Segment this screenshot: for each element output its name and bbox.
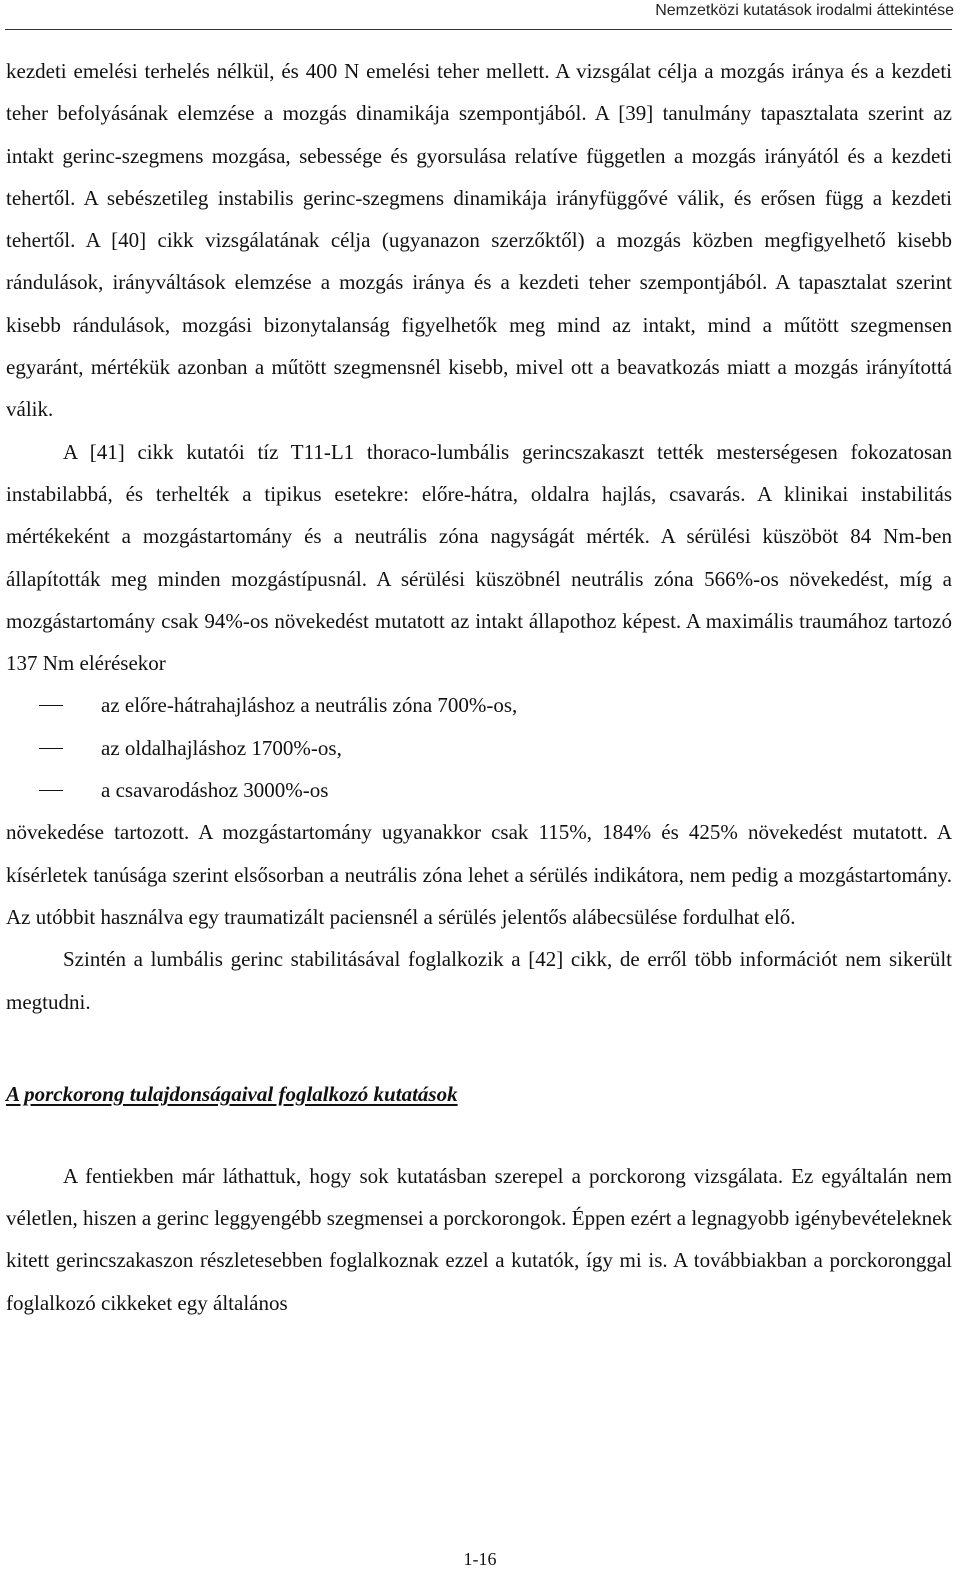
list-item <box>6 727 952 769</box>
page-number: 1-16 <box>463 1549 497 1569</box>
list-item <box>6 684 952 726</box>
paragraph-4: Szintén a lumbális gerinc stabilitásával foglalkozik a [42] cikk, de erről több információt nem sikerült megtudni. <box>6 947 952 1014</box>
paragraph-2: A [41] cikk kutatói tíz T11-L1 thoraco-lumbális gerincszakaszt tették mesterségesen fokozatosan instabilabbá, és terhelték a tipikus esetekre: előre-hátra, oldalra hajlás, csavarás. A klinikai instabilitás mértékeként a mozgástartomány és a neutrális zóna nagyságát mérték. A sérülési küszöböt 84 Nm-ben állapították meg minden mozgástípusnál. A sérülési küszöbnél neutrális zóna 566%-os növekedést, míg a mozgástartomány csak 94%-os növekedést mutatott az intakt állapothoz képest. A maximális traumához tartozó 137 Nm elérésekor <box>6 439 952 676</box>
list-item-text: az előre-hátrahajláshoz a neutrális zóna 700%-os, <box>101 693 518 718</box>
dash-bullet <box>39 705 63 706</box>
dash-bullet <box>39 748 63 749</box>
body-text <box>6 50 952 1324</box>
paragraph-5: A fentiekben már láthattuk, hogy sok kutatásban szerepel a porckorong vizsgálata. Ez egyáltalán nem véletlen, hiszen a gerinc leggyengébb szegmensei a porckorongok. Éppen ezért a legnagyobb igénybevételeknek kitett gerincszakaszon részletesebben foglalkoznak ezzel a kutatók, így mi is. A továbbiakban a porckoronggal foglalkozó cikkeket egy általános <box>6 1163 952 1315</box>
list-item-text: a csavarodáshoz 3000%-os <box>101 778 329 803</box>
paragraph-1: kezdeti emelési terhelés nélkül, és 400 N emelési teher mellett. A vizsgálat célja a mozgás iránya és a kezdeti teher befolyásának elemzése a mozgás dinamikája szempontjából. A [39] tanulmány tapasztalata szerint az intakt gerinc-szegmens mozgása, sebessége és gyorsulása relatíve független a mozgás irányától és a kezdeti tehertől. A sebészetileg instabilis gerinc-szegmens dinamikája irányfüggővé válik, és erősen függ a kezdeti tehertől. A [40] cikk vizsgálatának célja (ugyanazon szerzőktől) a mozgás közben megfigyelhető kisebb rándulások, irányváltások elemzése a mozgás iránya és a kezdeti teher szempontjából. A tapasztalat szerint kisebb rándulások, mozgási bizonytalanság figyelhetők meg mind az intakt, mind a műtött szegmensen egyaránt, mértékük azonban a műtött szegmensnél kisebb, mivel ott a beavatkozás miatt a mozgás irányítottá válik. <box>6 59 952 422</box>
paragraph-3: növekedése tartozott. A mozgástartomány ugyanakkor csak 115%, 184% és 425% növekedést mutatott. A kísérletek tanúsága szerint elsősorban a neutrális zóna lehet a sérülés indikátora, nem pedig a mozgástartomány. Az utóbbit használva egy traumatizált paciensnél a sérülés jelentős alábecsülése fordulhat elő. <box>6 820 952 929</box>
dash-bullet <box>39 790 63 791</box>
list-item <box>6 769 952 811</box>
dash-list <box>6 684 952 811</box>
section-heading: A porckorong tulajdonságaival foglalkozó kutatások <box>6 1081 458 1106</box>
list-item-text: az oldalhajláshoz 1700%-os, <box>101 735 342 760</box>
header-rule <box>5 29 952 30</box>
running-header: Nemzetközi kutatások irodalmi áttekintése <box>655 2 954 19</box>
